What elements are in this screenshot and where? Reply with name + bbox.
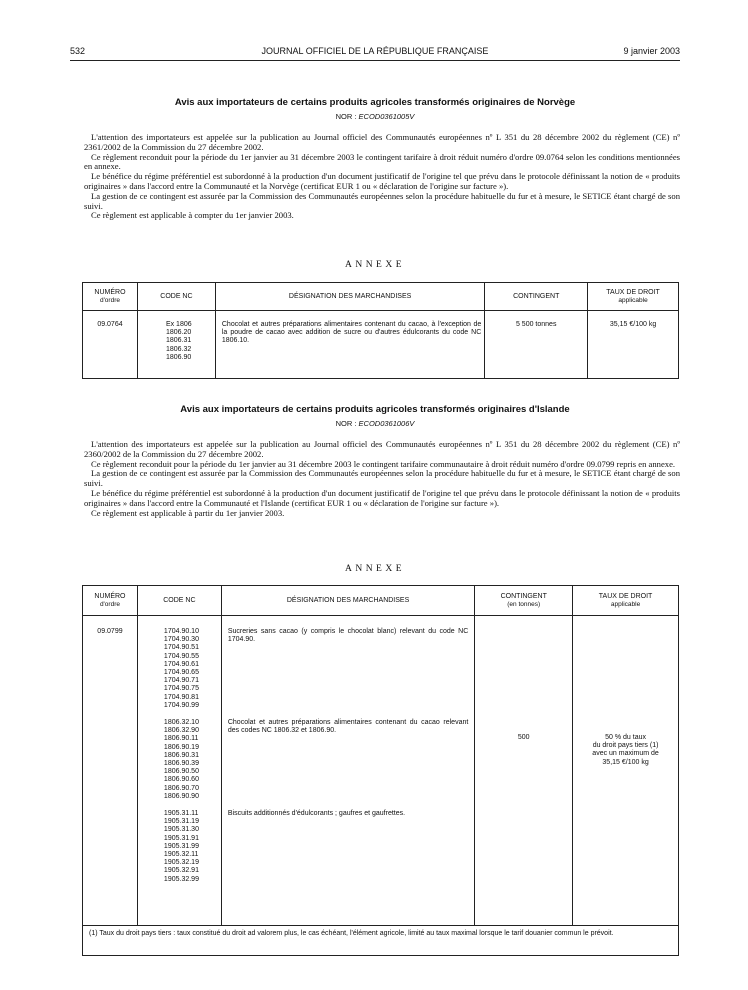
page-header — [70, 46, 680, 60]
group-designation: Chocolat et autres préparations alimentaires contenant du cacao relevant des codes NC 1806.32 et 1806.90. — [227, 719, 469, 735]
annexe-norvege-table — [82, 282, 679, 379]
cell-taux: 35,15 €/100 kg — [609, 321, 657, 328]
nc-code: 1905.32.99 — [163, 875, 199, 883]
paragraph: La gestion de ce contingent est assurée par la Commission des Communautés européennes selon la procédure habituelle du fur et à mesure, le SETICE étant chargé de son suivi. — [84, 190, 680, 211]
nc-code: 1704.90.71 — [163, 677, 199, 685]
col-designation: DÉSIGNATION DES MARCHANDISES — [215, 283, 484, 311]
notice-norvege-nor: NOR : ECOD0361005V — [335, 112, 415, 121]
nc-code: 1806.90.50 — [163, 768, 199, 776]
cell-numero: 09.0799 — [97, 628, 123, 635]
nc-code: 1806.32.10 — [163, 719, 199, 727]
nc-code-group — [164, 810, 218, 884]
nc-code: 1806.20 — [165, 329, 192, 337]
cell-numero: 09.0764 — [97, 321, 123, 328]
nc-code: 1704.90.10 — [163, 628, 199, 635]
nc-code: 1704.90.51 — [163, 644, 199, 652]
taux-line: 35,15 €/100 kg — [602, 758, 649, 766]
col-contingent: CONTINGENT — [485, 283, 588, 311]
nc-code: 1905.31.19 — [163, 818, 199, 826]
col-contingent: CONTINGENT (en tonnes) — [475, 586, 573, 616]
nc-code: 1905.31.99 — [163, 842, 199, 850]
cell-codes — [138, 311, 215, 366]
annexe-islande-label: ANNEXE — [344, 564, 406, 574]
nc-code: 1806.90.11 — [163, 735, 199, 743]
nc-code: 1905.31.30 — [163, 826, 199, 834]
notice-islande-nor: NOR : ECOD0361006V — [335, 419, 415, 428]
cell-contingent: 500 — [517, 734, 530, 741]
nc-code: 1806.32 — [165, 345, 192, 353]
col-taux: TAUX DE DROIT applicable — [588, 283, 679, 311]
nc-code: 1704.90.65 — [163, 669, 199, 677]
footnote-row — [83, 926, 679, 956]
nc-code: 1704.90.75 — [163, 685, 199, 693]
table-header-row — [83, 586, 679, 616]
table-header-row — [83, 283, 679, 311]
nc-code: 1806.90.31 — [163, 751, 199, 759]
group-designation: Biscuits additionnés d'édulcorants ; gaufres et gaufrettes. — [227, 810, 406, 817]
cell-designation: Chocolat et autres préparations alimentaires contenant du cacao, à l'exception de la poudre de cacao avec addition de sucre ou d'autres édulcorants du code NC 1806.10. — [221, 321, 482, 345]
col-code: CODE NC — [137, 586, 221, 616]
issue-date: 9 janvier 2003 — [623, 46, 680, 56]
cell-contingent: 5 500 tonnes — [515, 321, 557, 328]
nc-code: 1905.31.11 — [163, 810, 199, 818]
taux-line: avec un maximum de — [592, 750, 659, 758]
paragraph: Le bénéfice du régime préférentiel est subordonné à la production d'un document justificatif de l'origine tel que prévu dans le protocole définissant la notion de « produits originaires » dans l'accord entre la Communauté et la Norvège (certificat EUR 1 ou « déclaration de l'origine sur facture »). — [84, 171, 680, 191]
nc-code: 1806.90.70 — [163, 784, 199, 792]
cell-designation — [222, 616, 474, 897]
col-code: CODE NC — [137, 283, 215, 311]
nc-code: 1806.90 — [165, 353, 192, 361]
page-number: 532 — [70, 46, 86, 56]
nc-code: 1704.90.61 — [163, 660, 199, 668]
paragraph: L'attention des importateurs est appelée sur la publication au Journal officiel des Communautés européennes nº L 351 du 28 décembre 2002 du règlement (CE) nº 2361/2002 de la Commission du 27 décembre 2002. — [84, 132, 680, 152]
taux-line: 50 % du taux — [605, 734, 646, 741]
notice-islande-title: Avis aux importateurs de certains produits agricoles transformés originaires d'Islande — [180, 404, 570, 415]
table-row — [83, 311, 679, 379]
nc-code: 1806.90.39 — [163, 760, 199, 768]
col-designation: DÉSIGNATION DES MARCHANDISES — [221, 586, 474, 616]
col-numero: NUMÉRO d'ordre — [83, 586, 138, 616]
nc-code: 1806.90.19 — [163, 743, 199, 751]
paragraph: La gestion de ce contingent est assurée par la Commission des Communautés européennes selon la procédure habituelle du fur et à mesure, le SETICE étant chargé de son suivi. — [84, 468, 680, 489]
paragraph: L'attention des importateurs est appelée sur la publication au Journal officiel des Communautés européennes nº L 351 du 28 décembre 2002 du règlement (CE) nº 2360/2002 de la Commission du 27 décembre 2002. — [84, 439, 680, 459]
paragraph: Ce règlement est applicable à compter du 1er janvier 2003. — [91, 210, 294, 221]
header-rule — [70, 60, 680, 61]
annexe-norvege-label: ANNEXE — [344, 260, 406, 270]
nc-code: Ex 1806 — [165, 321, 192, 328]
nc-code: 1704.90.99 — [163, 701, 199, 709]
group-designation: Sucreries sans cacao (y compris le chocolat blanc) relevant du code NC 1704.90. — [227, 628, 469, 644]
paragraph: Le bénéfice du régime préférentiel est subordonné à la production d'un document justificatif de l'origine tel que prévu dans le protocole définissant la notion de « produits originaires » dans l'accord entre la Communauté et l'Islande (certificat EUR 1 ou « déclaration de l'origine sur facture »). — [84, 487, 680, 508]
col-taux: TAUX DE DROIT applicable — [573, 586, 679, 616]
nc-code: 1806.32.90 — [163, 727, 199, 735]
nc-code: 1806.90.90 — [163, 792, 199, 800]
cell-taux — [573, 616, 678, 771]
nc-code-group — [164, 628, 218, 710]
nc-code: 1905.31.91 — [163, 834, 199, 842]
table-row — [83, 616, 679, 926]
nc-code: 1905.32.11 — [163, 851, 199, 859]
annexe-islande-table — [82, 585, 679, 956]
nc-code: 1806.31 — [165, 337, 192, 345]
paragraph: Ce règlement reconduit pour la période du 1er janvier au 31 décembre 2003 le contingent tarifaire communautaire à droit réduit numéro d'ordre 09.0799 repris en annexe. — [91, 458, 676, 469]
nc-code: 1704.90.30 — [163, 636, 199, 644]
paragraph: Ce règlement est applicable à partir du 1er janvier 2003. — [91, 507, 285, 518]
nc-code: 1704.90.55 — [163, 652, 199, 660]
nc-code: 1806.90.60 — [163, 776, 199, 784]
paragraph: Ce règlement reconduit pour la période du 1er janvier au 31 décembre 2003 le contingent tarifaire à droit réduit numéro d'ordre 09.0764 selon les conditions mentionnées en annexe. — [84, 151, 680, 172]
taux-line: du droit pays tiers (1) — [592, 742, 659, 750]
nc-code: 1905.32.91 — [163, 867, 199, 875]
nc-code: 1905.32.19 — [163, 859, 199, 867]
col-numero: NUMÉRO d'ordre — [83, 283, 138, 311]
table-footnote: (1) Taux du droit pays tiers : taux constitué du droit ad valorem plus, le cas échéant, l'élément agricole, limité au taux maximal lorsque le tarif douanier commun le prévoit. — [89, 930, 614, 937]
notice-norvege-body — [84, 133, 680, 221]
nc-code-group — [164, 719, 218, 801]
journal-title: JOURNAL OFFICIEL DE LA RÉPUBLIQUE FRANÇAISE — [261, 46, 489, 56]
cell-codes — [138, 616, 221, 897]
nc-code: 1704.90.81 — [163, 693, 199, 701]
notice-norvege-title: Avis aux importateurs de certains produits agricoles transformés originaires de Norvège — [174, 97, 576, 108]
notice-islande-body — [84, 440, 680, 518]
